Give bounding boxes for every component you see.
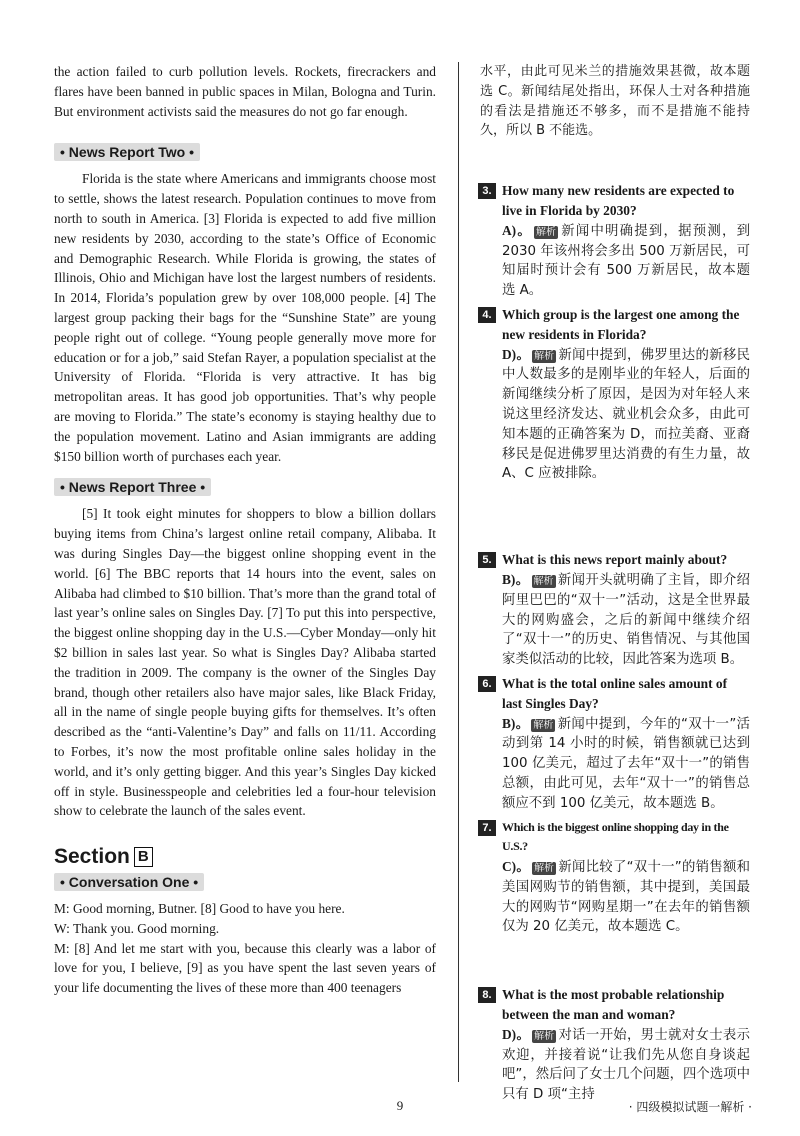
answer-letter: B)。	[502, 715, 530, 731]
question-item	[480, 674, 750, 814]
section-letter-icon: B	[134, 847, 153, 867]
answer-analysis	[502, 570, 750, 670]
analysis-text: 新闻开头就明确了主旨，即介绍阿里巴巴的“双十一”活动，这是全世界最大的网购盛会，之后的新闻中继续介绍了“双十一”的历史、销售情况、与其他国家类似活动的比较，因此答案为选项 B。	[502, 572, 750, 668]
answer-analysis	[502, 857, 750, 937]
question-text: What is the most probable relationship between the man and woman?	[502, 987, 725, 1023]
answer-analysis	[502, 221, 750, 301]
answer-letter: D)。	[502, 346, 531, 362]
question-item	[480, 818, 750, 938]
answer-letter: B)。	[502, 571, 530, 587]
question-number: 3.	[478, 183, 496, 199]
analysis-continued-text: 水平，由此可见米兰的措施效果甚微，故本题选 C。新闻结尾处指出，环保人士对各种措施的看法是措施还不够多，而不是措施不能持久，所以 B 不能选。	[480, 64, 750, 139]
question-item	[480, 305, 750, 484]
question-text: Which is the biggest online shopping day in the U.S.?	[502, 819, 729, 854]
question-number: 4.	[478, 307, 496, 323]
question-text: Which group is the largest one among the new residents in Florida?	[502, 306, 740, 342]
left-column	[54, 62, 436, 998]
analysis-text: 新闻中提到，今年的“双十一”活动到第 14 小时的时候，销售额就已达到 100 亿美元，超过了去年“双十一”的销售总额，由此可见，去年“双十一”的销售总额应不到 100 亿美元，故本题选 B。	[502, 716, 751, 811]
news-report-three-banner: • News Report Three •	[54, 478, 211, 496]
answer-analysis	[502, 345, 750, 485]
analysis-tag: 解析	[534, 1030, 555, 1042]
question-number: 8.	[478, 987, 496, 1003]
analysis-tag: 解析	[535, 226, 556, 238]
news-report-two-banner: • News Report Two •	[54, 143, 200, 161]
answer-analysis	[502, 1025, 750, 1105]
column-divider	[458, 62, 459, 1082]
answer-letter: A)。	[502, 222, 532, 238]
analysis-text: 新闻比较了“双十一”的销售额和美国网购节的销售额，其中提到，美国最大的网购节“网购星期一”在去年的销售额仅为 20 亿美元，故本题选 C。	[502, 860, 750, 935]
analysis-tag: 解析	[533, 575, 554, 587]
page-number: 9	[396, 1098, 404, 1113]
section-word: Section	[54, 845, 130, 869]
news-report-three-text: [5] It took eight minutes for shoppers to blow a billion dollars buying items from China’s largest online retail company, Alibaba. It was during Singles Day—the biggest online shopping event in the world. [6] The BBC reports that 14 hours into the event, sales on Alibaba had climbed to $10 billion. That’s more than the grand total of last year’s online sales on Singles Day. [7] To put this into perspective, the biggest online shopping day in the U.S.—Cyber Monday—only hit $2 billion in sales last year. So what is Singles Day? Alibaba started the tradition in 2009. The company is the owner of the Singles Day brand, though other retailers also have major sales, like Black Friday, all in the name of single people buying gifts for themselves. It’s often described as the “anti-Valentine’s Day” and falls on 11/11. According to Forbes, it’s now the most profitable online sales holiday in the world, and it’s only getting bigger. And this year’s Singles Day kicked off in style. Businesspeople and celebrities led a four-hour television show to celebrate the launch of the sales event.	[54, 506, 436, 819]
conversation-line: W: Thank you. Good morning.	[54, 920, 220, 936]
question-text: What is this news report mainly about?	[502, 552, 728, 568]
analysis-tag: 解析	[534, 863, 555, 875]
question-number: 7.	[478, 820, 496, 836]
answer-letter: C)。	[502, 859, 531, 875]
analysis-tag: 解析	[533, 719, 554, 731]
question-text: What is the total online sales amount of last Singles Day?	[502, 675, 728, 711]
conversation-line: M: [8] And let me start with you, because this clearly was a labor of love for you, I believe, [9] as you have spent the last seven years of your life documenting the lives of these more than 400 teenagers	[54, 940, 436, 996]
answer-analysis	[502, 714, 750, 814]
conversation-one-banner: • Conversation One •	[54, 873, 204, 891]
analysis-text: 新闻中明确提到，据预测，到 2030 年该州将会多出 500 万新居民，可知届时预计会有 500 万新居民，故本题选 A。	[502, 223, 751, 299]
section-heading	[54, 845, 436, 869]
question-text: How many new residents are expected to live in Florida by 2030?	[502, 183, 735, 218]
question-number: 6.	[478, 676, 496, 692]
conversation-line: M: Good morning, Butner. [8] Good to have you here.	[54, 901, 345, 917]
answer-letter: D)。	[502, 1026, 531, 1042]
analysis-text: 新闻中提到，佛罗里达的新移民中人数最多的是刚毕业的年轻人，后面的新闻继续分析了原因，是因为对年轻人来说这里经济发达、就业机会众多，由此可知本题的正确答案为 D，而拉美裔、亚裔移民是促进佛罗里达消费的有生力量，故 A、C 应被排除。	[502, 347, 750, 482]
news-report-two-text: Florida is the state where Americans and immigrants choose most to settle, shows the latest research. Population continues to move from north to south in America. [3] Florida is expected to add five million new residents by 2030, according to the state’s Office of Economic and Demographic Research. While Florida is growing, the states of Illinois, Ohio and Michigan have lost the largest numbers of residents. In 2014, Florida’s population grew by over 108,000 people. [4] The largest group packing their bags for the “Sunshine State” are young people right out of college. “Young people generally move more for education or for a job,” said Stefan Rayer, a population specialist at the University of Florida. “Florida is very attractive. It has big metropolitan areas. It has good job opportunities. That’s why people are moving to Florida.” The state’s economy is staying healthy due to the population movement. Latino and Asian immigrants are adding $150 billion worth of purchases each year.	[54, 171, 436, 464]
question-item	[480, 985, 750, 1105]
analysis-tag: 解析	[534, 350, 555, 362]
question-number: 5.	[478, 552, 496, 568]
question-item	[480, 181, 750, 301]
intro-paragraph: the action failed to curb pollution levels. Rockets, firecrackers and flares have been banned in public spaces in Milan, Bologna and Turin. But environment activists said the measures do not go far enough.	[54, 64, 436, 119]
right-column	[480, 62, 750, 1109]
footer-title: · 四级模拟试题一解析 ·	[628, 1100, 752, 1114]
question-item	[480, 550, 750, 670]
analysis-text: 对话一开始，男士就对女士表示欢迎，并接着说“让我们先从您自身谈起吧”，然后问了女士几个问题，四个选项中只有 D 项“主持	[502, 1027, 750, 1103]
